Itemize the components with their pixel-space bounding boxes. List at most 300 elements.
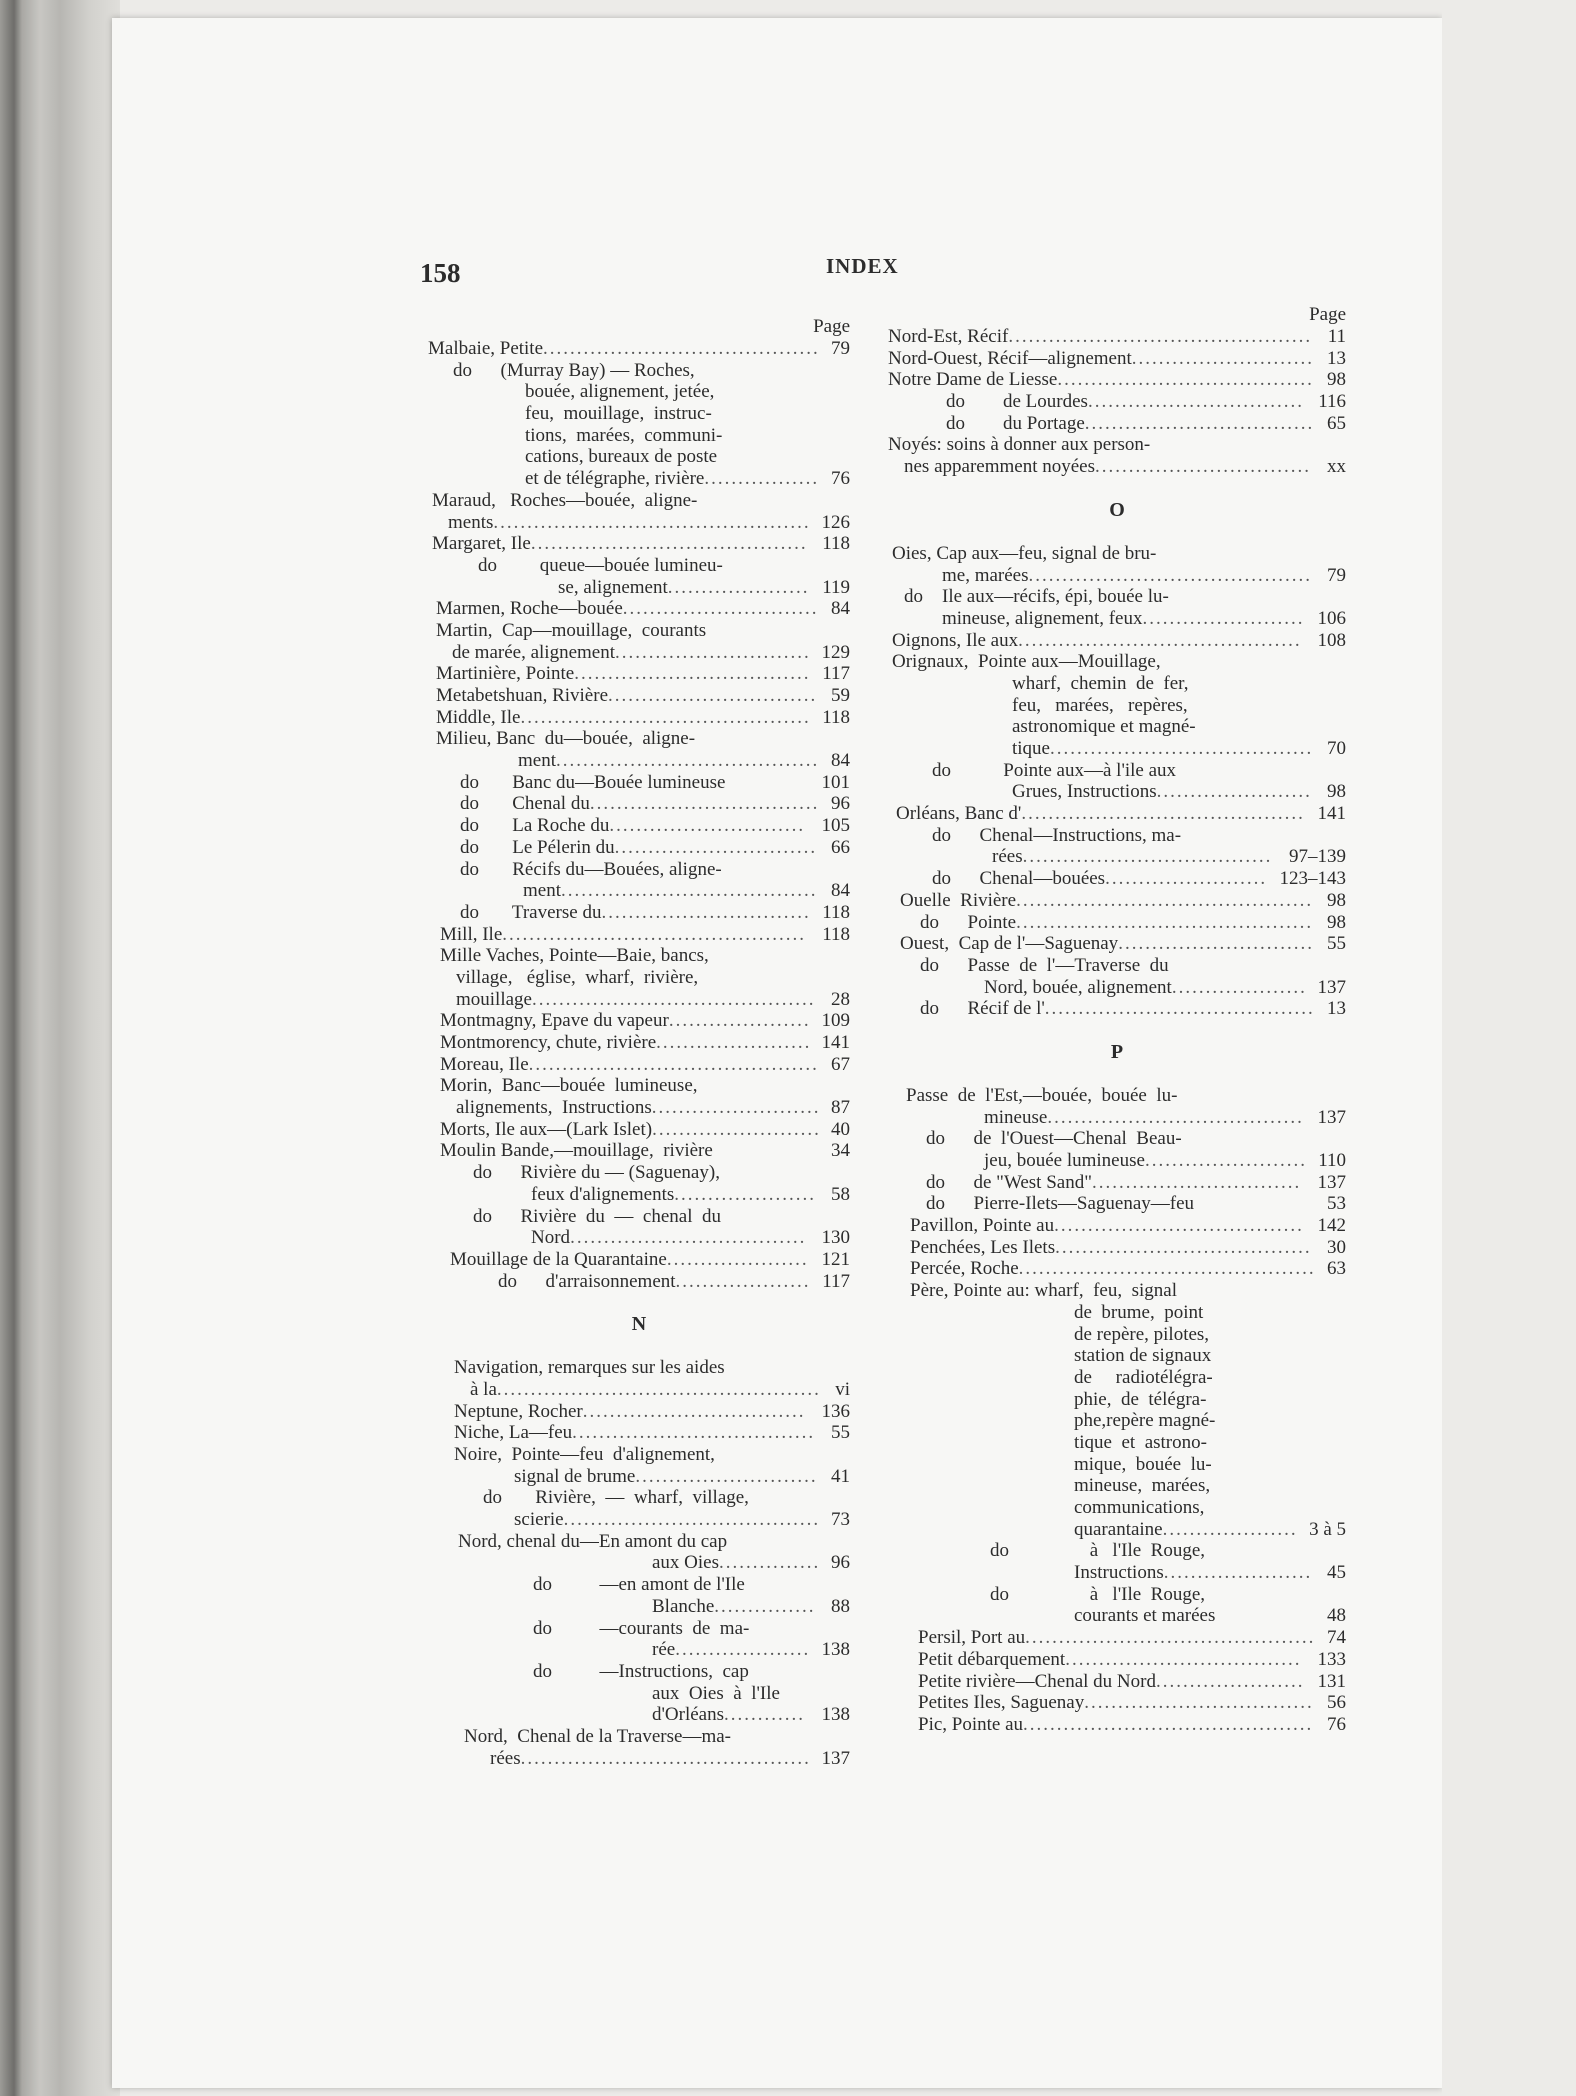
entry-text <box>432 533 808 555</box>
entry-text <box>440 945 709 967</box>
entry-label: Morts, Ile aux—(Lark Islet) <box>440 1118 653 1140</box>
entry-label: signal de brume <box>514 1465 636 1487</box>
entry-label: Mill, Ile <box>440 923 503 945</box>
entry-text <box>906 1085 1177 1107</box>
entry-text <box>1074 1519 1298 1541</box>
entry-line <box>888 1107 1346 1129</box>
index-entry <box>428 1618 850 1661</box>
index-entry <box>428 1119 850 1141</box>
entry-label: de brume, point <box>1074 1301 1204 1323</box>
entry-label: bouée, alignement, jetée, <box>525 381 715 403</box>
entry-text <box>460 902 811 924</box>
index-entry <box>428 1357 850 1400</box>
entry-page-ref: 3 à 5 <box>1309 1518 1346 1540</box>
entry-text <box>932 868 1267 890</box>
page-number: 158 <box>420 258 461 288</box>
entry-line <box>888 413 1346 435</box>
entry-label: do Le Pélerin du <box>460 836 615 858</box>
entry-label: do Chenal du <box>460 793 590 815</box>
index-entry <box>428 815 850 837</box>
entry-label: do Rivière du — chenal du <box>473 1205 722 1227</box>
entry-page-ref: 65 <box>1327 412 1346 434</box>
leader-dots: ........................ <box>1144 1150 1307 1171</box>
entry-line <box>888 369 1346 391</box>
leader-dots: ............................................ <box>1018 1258 1316 1280</box>
leader-dots: ............ <box>724 1704 806 1726</box>
entry-label: Notre Dame de Liesse <box>888 369 1058 391</box>
leader-dots: ...................................... <box>563 1509 821 1531</box>
entry-line <box>428 1140 850 1162</box>
index-entry <box>888 434 1346 477</box>
entry-line <box>888 1324 1346 1346</box>
entry-label: Martin, Cap—mouillage, courants <box>436 619 707 641</box>
entry-line <box>428 1075 850 1097</box>
entry-text <box>1074 1562 1312 1584</box>
leader-dots: ........................... <box>635 1465 818 1487</box>
entry-line <box>888 738 1346 760</box>
entry-line <box>888 1584 1346 1606</box>
leader-dots: ........................................... <box>520 1747 811 1769</box>
entry-text <box>525 468 819 490</box>
entry-line <box>888 716 1346 738</box>
entry-line <box>888 1475 1346 1497</box>
leader-dots: ............... <box>714 1595 816 1617</box>
entry-text <box>892 630 1302 652</box>
entry-label: do Passe de l'—Traverse du <box>920 954 1169 976</box>
entry-text <box>525 446 717 468</box>
entry-text <box>518 750 819 772</box>
entry-line <box>888 1671 1346 1693</box>
entry-page-ref: 74 <box>1327 1627 1346 1649</box>
entry-line <box>888 781 1346 803</box>
entry-text <box>436 620 706 642</box>
index-entry <box>888 1193 1346 1215</box>
entry-text <box>888 348 1314 370</box>
entry-label: de marée, alignement <box>452 641 616 663</box>
entry-text <box>918 1714 1313 1736</box>
index-entry <box>888 326 1346 348</box>
entry-text <box>1074 1432 1207 1454</box>
entry-label: Nord-Ouest, Récif—alignement <box>888 347 1132 369</box>
index-entry <box>428 1574 850 1617</box>
leader-dots: .......................................... <box>1018 629 1302 651</box>
index-entry <box>888 1258 1346 1280</box>
entry-page-ref: 97–139 <box>1289 846 1346 868</box>
leader-dots: ........................ <box>1142 607 1305 629</box>
entry-page-ref: 28 <box>831 988 850 1010</box>
entry-label: Margaret, Ile <box>432 533 531 555</box>
entry-label: do Chenal—Instructions, ma- <box>932 824 1182 846</box>
entry-line <box>428 707 850 729</box>
entry-text <box>440 1054 819 1076</box>
entry-page-ref: 98 <box>1327 369 1346 391</box>
entry-page-ref: 106 <box>1317 607 1346 629</box>
entry-label: Père, Pointe au: wharf, feu, signal <box>910 1280 1177 1302</box>
entry-line <box>888 695 1346 717</box>
entry-line <box>428 1748 850 1770</box>
entry-line <box>428 1618 850 1640</box>
index-column-right <box>888 304 1346 1736</box>
leader-dots: ...................................... <box>1055 1236 1312 1258</box>
entry-line <box>428 902 850 924</box>
entry-label: Pic, Pointe au <box>918 1713 1024 1735</box>
book-edge <box>0 0 120 2096</box>
entry-page-ref: 66 <box>831 836 850 858</box>
entry-text <box>1012 673 1189 695</box>
entry-text <box>984 977 1307 999</box>
index-entry <box>888 1540 1346 1583</box>
entry-text <box>910 1237 1312 1259</box>
entry-text <box>1074 1367 1213 1389</box>
entry-text <box>448 512 811 534</box>
entry-label: de repère, pilotes, <box>1074 1323 1210 1345</box>
entry-page-ref: 45 <box>1327 1562 1346 1584</box>
entry-page-ref: xx <box>1327 456 1346 478</box>
entry-text <box>1012 716 1196 738</box>
index-entry <box>428 1487 850 1530</box>
entry-page-ref: 142 <box>1317 1215 1346 1237</box>
entry-line <box>888 1280 1346 1302</box>
entry-label: do —courants de ma- <box>533 1617 750 1639</box>
entry-text <box>533 1661 749 1683</box>
entry-page-ref: 63 <box>1327 1258 1346 1280</box>
entry-text <box>440 1119 821 1141</box>
entry-line <box>888 1714 1346 1736</box>
entry-label: phie, de télégra- <box>1074 1388 1207 1410</box>
index-entry <box>428 945 850 1010</box>
entry-text <box>910 1215 1304 1237</box>
entry-page-ref: 133 <box>1317 1648 1346 1670</box>
entry-line <box>888 803 1346 825</box>
entry-page-ref: 55 <box>831 1422 850 1444</box>
entry-label: Marmen, Roche—bouée <box>436 598 623 620</box>
entry-label: Montmorency, chute, rivière <box>440 1032 657 1053</box>
entry-line <box>888 326 1346 348</box>
entry-line <box>888 846 1346 868</box>
leader-dots: ........................................... <box>520 706 811 728</box>
index-entry <box>888 630 1346 652</box>
leader-dots: ...................... <box>1155 1670 1305 1692</box>
entry-label: station de signaux <box>1074 1345 1212 1367</box>
entry-line <box>428 446 850 468</box>
leader-dots: .................................... <box>572 1422 816 1444</box>
entry-line <box>428 1119 850 1141</box>
entry-page-ref: 118 <box>822 706 850 728</box>
index-entry <box>428 859 850 902</box>
leader-dots: ................. <box>704 468 820 490</box>
leader-dots: ............................................. <box>502 923 807 945</box>
entry-line <box>428 1271 850 1293</box>
entry-text <box>531 1184 816 1206</box>
index-entry <box>428 1162 850 1205</box>
leader-dots: ..................... <box>667 576 810 598</box>
entry-text <box>483 1487 749 1509</box>
entry-text <box>454 1357 725 1379</box>
entry-label: me, marées <box>942 564 1029 586</box>
entry-line <box>888 1128 1346 1150</box>
entry-page-ref: 137 <box>1317 1106 1346 1128</box>
entry-line <box>428 381 850 403</box>
entry-label: do Récifs du—Bouées, aligne- <box>460 858 722 880</box>
entry-page-ref: 55 <box>1327 933 1346 955</box>
entry-line <box>888 1519 1346 1541</box>
entry-label: Mille Vaches, Pointe—Baie, bancs, <box>440 945 709 967</box>
entry-label: Mouillage de la Quarantaine <box>450 1248 667 1270</box>
entry-text <box>460 815 805 837</box>
entry-text <box>918 1692 1314 1714</box>
index-entry <box>888 1128 1346 1171</box>
entry-label: do Ile aux—récifs, épi, bouée lu- <box>904 586 1169 608</box>
entry-text <box>428 338 820 360</box>
section-letter: N <box>631 1313 647 1336</box>
index-entry <box>888 825 1346 868</box>
index-entry <box>428 555 850 598</box>
entry-line <box>428 1422 850 1444</box>
entry-line <box>888 1540 1346 1562</box>
entry-text <box>1012 695 1188 717</box>
entry-text <box>558 577 810 599</box>
entry-label: do à l'Ile Rouge, <box>990 1540 1206 1562</box>
index-entries-left <box>428 338 850 1769</box>
entry-label: Ouest, Cap de l'—Saguenay <box>900 933 1119 955</box>
entry-page-ref: 70 <box>1327 738 1346 759</box>
page-title: INDEX <box>826 254 899 278</box>
entry-page-ref: 98 <box>1327 889 1346 911</box>
entry-page-ref: 98 <box>1327 781 1346 803</box>
entry-label: Petit débarquement <box>918 1648 1066 1670</box>
entry-line <box>428 1531 850 1553</box>
entry-text <box>904 456 1311 478</box>
entry-text <box>932 760 1176 782</box>
section-letter: P <box>1110 1040 1124 1063</box>
entry-label: astronomique et magné- <box>1012 716 1196 738</box>
leader-dots: ......................... <box>652 1118 821 1140</box>
index-entry <box>428 1054 850 1076</box>
entry-label: do (Murray Bay) — Roches, <box>453 359 695 381</box>
index-entry <box>888 413 1346 435</box>
index-entry <box>428 598 850 620</box>
entry-label: rée <box>652 1639 676 1661</box>
entry-line <box>888 1605 1346 1627</box>
entry-label: do Récif de l' <box>920 998 1045 1020</box>
index-entry <box>888 1714 1346 1736</box>
entry-line <box>888 1367 1346 1389</box>
entry-line <box>888 1627 1346 1649</box>
entry-line <box>888 1649 1346 1671</box>
entry-page-ref: 123–143 <box>1279 868 1346 890</box>
entry-page-ref: 67 <box>831 1053 850 1075</box>
entry-page-ref: 118 <box>822 923 850 945</box>
entry-text <box>888 369 1314 391</box>
index-entry <box>428 1010 850 1032</box>
leader-dots: ............................. <box>1118 933 1314 955</box>
index-entry <box>428 1531 850 1574</box>
entry-page-ref: 84 <box>831 750 850 772</box>
entry-text <box>440 1075 698 1097</box>
entry-text <box>920 912 1313 934</box>
entry-page-ref: 138 <box>821 1704 850 1726</box>
entry-line <box>888 1258 1346 1280</box>
entry-line <box>428 1509 850 1531</box>
entry-text <box>458 1531 727 1553</box>
entry-text <box>652 1683 780 1705</box>
entry-text <box>946 413 1314 435</box>
entry-label: tions, marées, communi- <box>525 424 723 446</box>
entry-label: Niche, La—feu <box>454 1422 573 1444</box>
leader-dots: ...................................... <box>1057 369 1314 391</box>
entry-label: scierie <box>514 1509 564 1531</box>
index-entry <box>888 1649 1346 1671</box>
entry-page-ref: 137 <box>1317 1171 1346 1193</box>
entry-page-ref: 13 <box>1327 347 1346 369</box>
entry-label: tique et astrono- <box>1074 1431 1207 1453</box>
leader-dots: .......................................... <box>1021 803 1305 825</box>
entry-page-ref: 141 <box>1317 803 1346 825</box>
leader-dots: ......................................... <box>530 533 808 555</box>
entry-page-ref: 116 <box>1318 391 1346 413</box>
entry-line <box>428 663 850 685</box>
entry-label: feu, marées, repères, <box>1012 694 1188 716</box>
entry-label: Nord <box>531 1227 571 1249</box>
entry-text <box>453 360 695 382</box>
entry-label: do Traverse du <box>460 901 602 923</box>
entry-text <box>436 598 819 620</box>
entry-text <box>456 989 815 1011</box>
entry-line <box>428 989 850 1011</box>
entry-label: do Chenal—bouées <box>932 868 1106 890</box>
entry-line <box>428 1227 850 1249</box>
index-entry <box>428 490 850 533</box>
entry-line <box>428 1357 850 1379</box>
index-entry <box>428 1726 850 1769</box>
entry-label: rées <box>490 1747 521 1769</box>
entry-label: Milieu, Banc du—bouée, aligne- <box>436 728 696 750</box>
page-column-label: Page <box>1309 304 1346 325</box>
entry-page-ref: 121 <box>821 1248 850 1270</box>
entry-label: mineuse, marées, <box>1074 1475 1211 1497</box>
entry-label: Moreau, Ile <box>440 1053 529 1075</box>
entry-label: se, alignement <box>558 576 668 598</box>
entry-label: Noyés: soins à donner aux person- <box>888 434 1151 456</box>
entry-text <box>514 1509 820 1531</box>
entry-line <box>428 533 850 555</box>
entry-line <box>428 360 850 382</box>
entry-line <box>428 555 850 577</box>
entry-line <box>888 1497 1346 1519</box>
entry-text <box>652 1639 810 1661</box>
leader-dots: ...................................... <box>1047 1106 1304 1128</box>
leader-dots: ............................. <box>615 641 811 663</box>
entry-line <box>428 598 850 620</box>
entry-line <box>428 924 850 946</box>
entry-text <box>1074 1410 1215 1432</box>
entry-line <box>428 577 850 599</box>
entry-text <box>473 1162 720 1184</box>
entry-text <box>920 998 1315 1020</box>
entry-line <box>428 1726 850 1748</box>
leader-dots: ...................... <box>1163 1562 1313 1584</box>
index-entry <box>428 837 850 859</box>
entry-text <box>652 1596 816 1618</box>
entry-page-ref: 41 <box>831 1465 850 1487</box>
entry-line <box>428 772 850 794</box>
entry-line <box>428 1444 850 1466</box>
entry-line <box>428 1162 850 1184</box>
entry-page-ref: 30 <box>1327 1236 1346 1258</box>
index-entry <box>428 1271 850 1293</box>
entry-text <box>464 1726 731 1748</box>
entry-label: do d'arraisonnement <box>498 1270 676 1292</box>
entry-line <box>428 468 850 490</box>
entry-line <box>888 890 1346 912</box>
entry-text <box>888 326 1312 348</box>
entry-page-ref: 48 <box>1327 1605 1346 1627</box>
entry-line <box>888 456 1346 478</box>
entry-line <box>888 1562 1346 1584</box>
entry-label: à la <box>470 1378 497 1400</box>
index-entry <box>888 1085 1346 1128</box>
index-entry <box>888 803 1346 825</box>
index-entry <box>428 338 850 360</box>
entry-text <box>904 586 1169 608</box>
entry-text <box>926 1193 1194 1215</box>
entry-label: de radiotélégra- <box>1074 1366 1213 1388</box>
leader-dots: ............................. <box>622 598 819 620</box>
entry-text <box>1074 1389 1206 1411</box>
entry-line <box>888 825 1346 847</box>
entry-page-ref: 34 <box>831 1140 850 1162</box>
entry-label: quarantaine <box>1074 1518 1163 1540</box>
entry-label: do Banc du—Bouée lumineuse <box>460 771 726 793</box>
entry-label: Percée, Roche <box>910 1258 1019 1280</box>
entry-label: Nord, chenal du—En amont du cap <box>458 1530 728 1552</box>
leader-dots: ..................... <box>674 1183 816 1205</box>
entry-text <box>450 1249 809 1271</box>
index-entries-right <box>888 326 1346 1736</box>
entry-line <box>428 728 850 750</box>
entry-label: alignements, Instructions <box>456 1097 652 1119</box>
entry-text <box>892 543 1156 565</box>
entry-line <box>888 543 1346 565</box>
entry-label: Orignaux, Pointe aux—Mouillage, <box>892 651 1161 673</box>
entry-text <box>456 967 698 989</box>
entry-label: mineuse, alignement, feux <box>942 607 1143 629</box>
entry-text <box>1074 1605 1215 1627</box>
index-entry <box>888 998 1346 1020</box>
entry-page-ref: 84 <box>831 598 850 620</box>
entry-line <box>428 1574 850 1596</box>
entry-text <box>454 1401 805 1423</box>
entry-page-ref: 110 <box>1318 1150 1346 1171</box>
entry-label: courants et marées <box>1074 1605 1216 1627</box>
entry-label: mique, bouée lu- <box>1074 1453 1212 1475</box>
leader-dots: ............................................ <box>1016 889 1314 911</box>
entry-label: aux Oies <box>652 1552 720 1574</box>
entry-line <box>888 1172 1346 1194</box>
entry-page-ref: 109 <box>821 1010 850 1032</box>
leader-dots: .................................. <box>1084 412 1315 434</box>
entry-text <box>436 728 695 750</box>
entry-line <box>888 933 1346 955</box>
entry-line <box>428 1683 850 1705</box>
entry-label: do —Instructions, cap <box>533 1660 749 1682</box>
entry-line <box>428 837 850 859</box>
entry-text <box>436 685 817 707</box>
entry-text <box>918 1627 1315 1649</box>
entry-label: Persil, Port au <box>918 1627 1026 1649</box>
entry-text <box>1074 1475 1210 1497</box>
entry-line <box>428 1054 850 1076</box>
